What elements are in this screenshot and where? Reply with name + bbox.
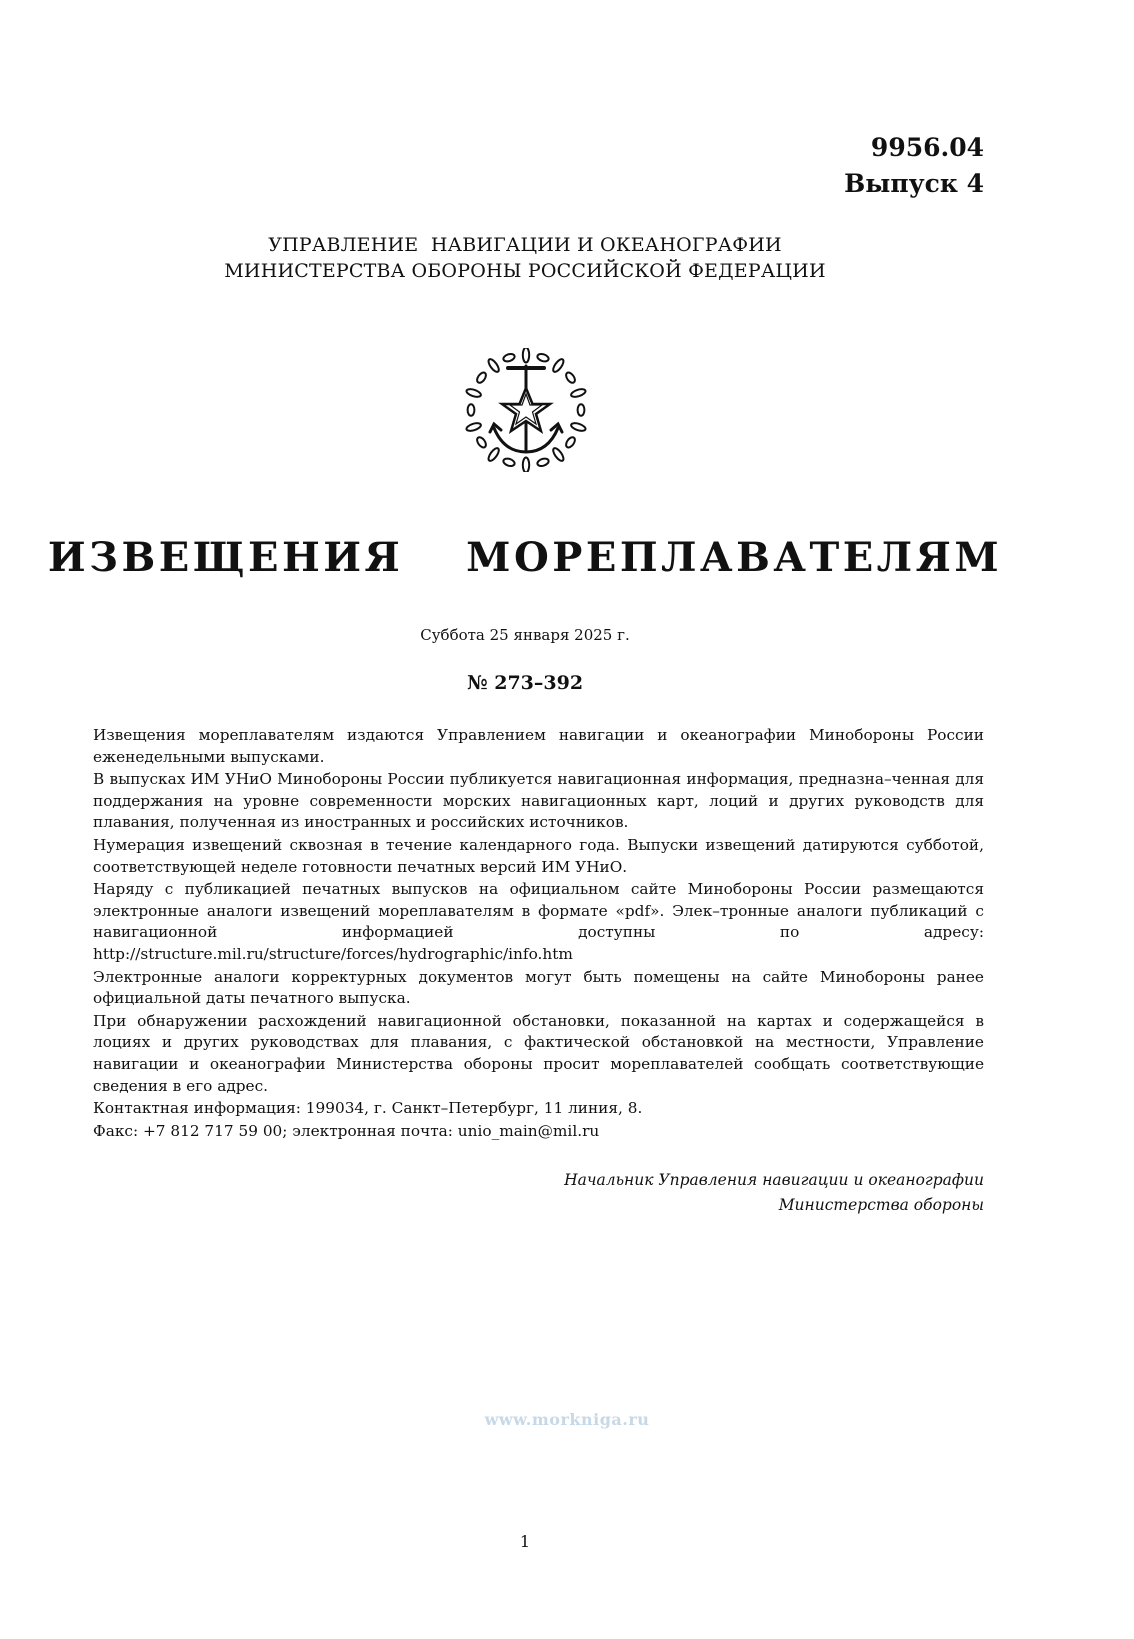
fax-email: Факс: +7 812 717 59 00; электронная почта: unio_main@mil.ru — [93, 1121, 600, 1140]
agency-line-2: МИНИСТЕРСТВА ОБОРОНЫ РОССИЙСКОЙ ФЕДЕРАЦИИ — [224, 260, 826, 282]
chain-link — [523, 458, 529, 473]
chain-link — [466, 422, 482, 433]
chain-link — [475, 371, 487, 384]
paragraph: При обнаружении расхождений навигационной обстановки, показанной на картах и содержащейся в лоциях и других руководствах для плавания, с фактической обстановкой на местности, Управление навигации и океанографии Министерства обороны просит мореплавателей сообщать соответствующие сведения в его адрес. — [93, 1011, 984, 1095]
chain-link — [564, 436, 576, 449]
signature-line-2: Министерства обороны — [778, 1196, 984, 1214]
navy-emblem-icon — [464, 348, 588, 472]
signature-block — [564, 1168, 984, 1218]
issue-date: Суббота 25 января 2025 г. — [420, 626, 630, 644]
chain-link — [502, 457, 515, 467]
paragraph: Извещения мореплавателям издаются Управлением навигации и океанографии Минобороны России еженедельными выпусками. — [93, 726, 984, 766]
watermark: www.morkniga.ru — [484, 1410, 650, 1429]
contact-info: Контактная информация: 199034, г. Санкт–Петербург, 11 линия, 8. — [93, 1099, 643, 1118]
document-code: 9956.04 — [870, 133, 984, 162]
chain-link — [551, 358, 565, 374]
page-number: 1 — [519, 1532, 531, 1551]
notice-number-range: № 273–392 — [466, 672, 584, 694]
chain-link — [468, 404, 475, 416]
chain-link — [570, 422, 586, 433]
paragraph: Нумерация извещений сквозная в течение календарного года. Выпуски извещений датируются субботой, соответствующей неделе готовности печатных версий ИМ УНиО. — [93, 835, 984, 876]
chain-link — [570, 388, 586, 399]
paragraph: Электронные аналоги корректурных документов могут быть помещены на сайте Минобороны ранее официальной даты печатного выпуска. — [93, 967, 984, 1008]
chain-link — [502, 353, 515, 363]
chain-link — [523, 348, 529, 363]
intro-text — [93, 725, 984, 1143]
issue-label: Выпуск 4 — [844, 169, 984, 198]
paragraph: Наряду с публикацией печатных выпусков на официальном сайте Минобороны России размещаются электронные аналоги извещений мореплавателям в формате «pdf». Элек–тронные аналоги публикаций с навигационной информацией доступны по адресу: http://structure.mil.ru/structure/forces/hydrographic/info.htm — [93, 880, 984, 963]
chain-link — [475, 436, 487, 449]
chain-link — [487, 358, 501, 374]
chain-link — [536, 353, 549, 363]
agency-line-1: УПРАВЛЕНИЕ НАВИГАЦИИ И ОКЕАНОГРАФИИ — [268, 234, 782, 256]
chain-link — [578, 404, 585, 416]
signature-line-1: Начальник Управления навигации и океанографии — [564, 1171, 984, 1189]
paragraph: В выпусках ИМ УНиО Минобороны России публикуется навигационная информация, предназна–ченная для поддержания на уровне современности морских навигационных карт, лоций и других руководств для плавания, полученная из иностранных и российских источников. — [93, 770, 984, 832]
publication-title: ИЗВЕЩЕНИЯ МОРЕПЛАВАТЕЛЯМ — [47, 534, 1003, 581]
chain-link — [551, 447, 565, 463]
chain-link — [487, 447, 501, 463]
chain-link — [466, 388, 482, 399]
chain-link — [536, 457, 549, 467]
agency-heading — [0, 232, 1050, 284]
document-code-block — [844, 130, 984, 202]
chain-link — [564, 371, 576, 384]
